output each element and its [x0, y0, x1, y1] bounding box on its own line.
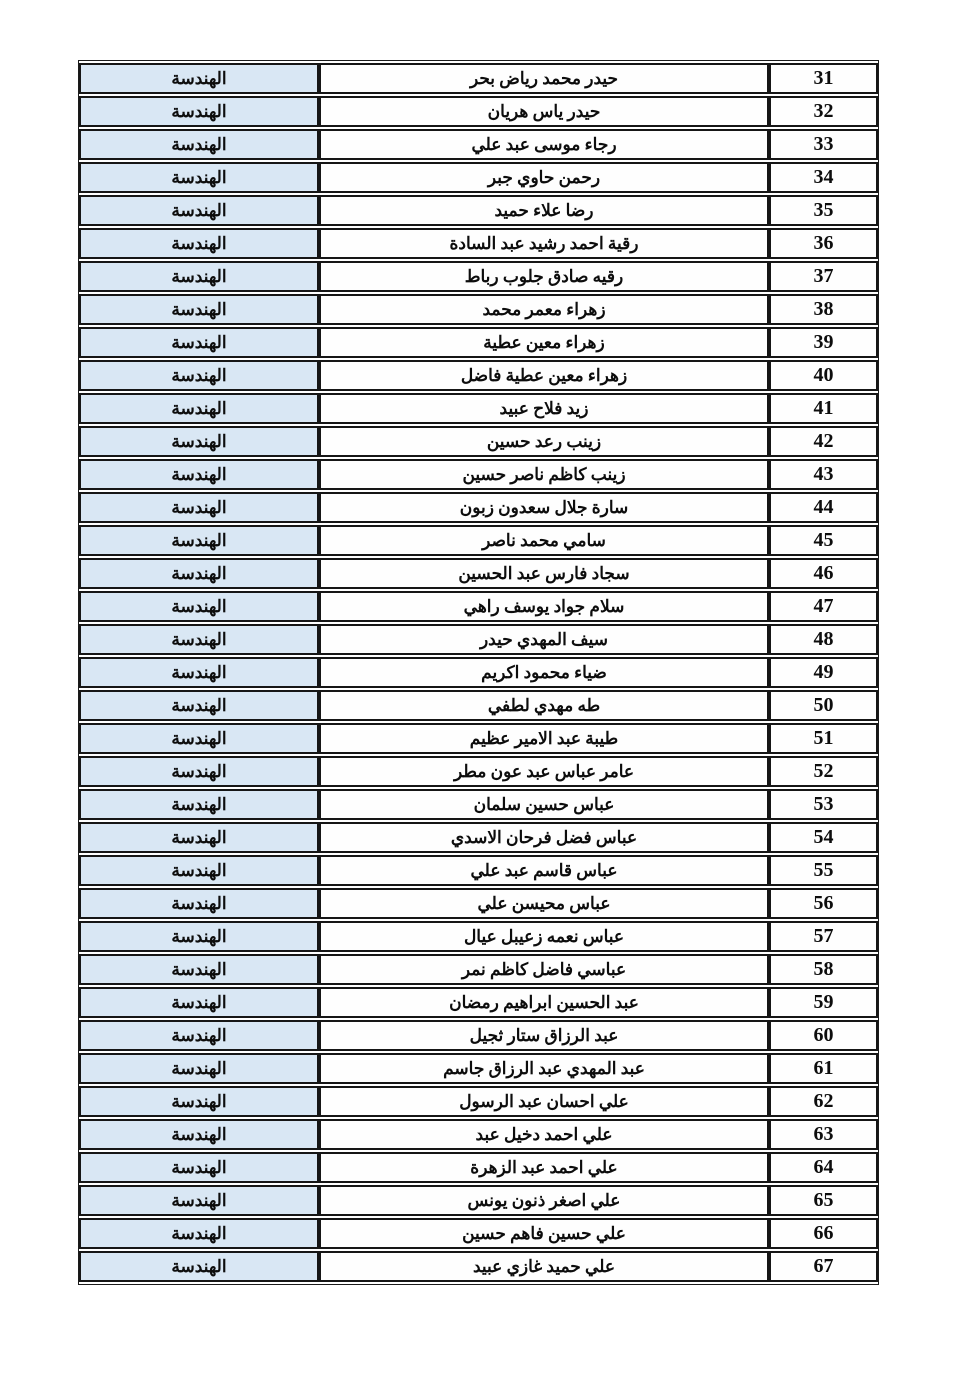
table-row: [79, 855, 878, 886]
table-row: [79, 228, 878, 259]
department-cell: الهندسة: [79, 261, 319, 292]
table-row: [79, 1218, 878, 1249]
row-number: 32: [769, 96, 878, 127]
table-row: [79, 657, 878, 688]
department-cell: الهندسة: [79, 1053, 319, 1084]
student-name: زهراء معين عطية فاضل: [319, 360, 769, 391]
row-number: 42: [769, 426, 878, 457]
department-cell: الهندسة: [79, 624, 319, 655]
roster-table-body: [79, 63, 878, 1282]
row-number: 35: [769, 195, 878, 226]
department-cell: الهندسة: [79, 690, 319, 721]
table-row: [79, 1185, 878, 1216]
student-name: زينب رعد حسين: [319, 426, 769, 457]
row-number: 55: [769, 855, 878, 886]
table-row: [79, 294, 878, 325]
department-cell: الهندسة: [79, 591, 319, 622]
table-row: [79, 1086, 878, 1117]
student-name: رجاء موسى عبد علي: [319, 129, 769, 160]
department-cell: الهندسة: [79, 129, 319, 160]
row-number: 60: [769, 1020, 878, 1051]
table-row: [79, 723, 878, 754]
student-name: عباسي فاضل كاظم نمر: [319, 954, 769, 985]
table-row: [79, 426, 878, 457]
row-number: 53: [769, 789, 878, 820]
table-row: [79, 162, 878, 193]
table-row: [79, 1053, 878, 1084]
student-name: عباس حسين سلمان: [319, 789, 769, 820]
department-cell: الهندسة: [79, 1218, 319, 1249]
department-cell: الهندسة: [79, 1152, 319, 1183]
department-cell: الهندسة: [79, 63, 319, 94]
table-row: [79, 96, 878, 127]
row-number: 33: [769, 129, 878, 160]
student-name: عباس فضل فرحان الاسدي: [319, 822, 769, 853]
department-cell: الهندسة: [79, 888, 319, 919]
student-name: عبد المهدي عبد الرزاق جاسم: [319, 1053, 769, 1084]
row-number: 34: [769, 162, 878, 193]
table-row: [79, 261, 878, 292]
department-cell: الهندسة: [79, 987, 319, 1018]
row-number: 65: [769, 1185, 878, 1216]
row-number: 44: [769, 492, 878, 523]
student-name: علي احسان عبد الرسول: [319, 1086, 769, 1117]
department-cell: الهندسة: [79, 525, 319, 556]
student-name: رقيه صادق جلوب رباط: [319, 261, 769, 292]
student-name: علي حسين فاهم حسين: [319, 1218, 769, 1249]
row-number: 47: [769, 591, 878, 622]
table-row: [79, 558, 878, 589]
student-name: علي اصغر ذنون يونس: [319, 1185, 769, 1216]
table-row: [79, 624, 878, 655]
department-cell: الهندسة: [79, 294, 319, 325]
row-number: 67: [769, 1251, 878, 1282]
student-name: حيدر محمد رياض بحر: [319, 63, 769, 94]
student-name: سامي محمد ناصر: [319, 525, 769, 556]
row-number: 40: [769, 360, 878, 391]
department-cell: الهندسة: [79, 195, 319, 226]
table-row: [79, 888, 878, 919]
student-name: ضياء محمود اكريم: [319, 657, 769, 688]
row-number: 43: [769, 459, 878, 490]
student-name: علي حميد غازي عبيد: [319, 1251, 769, 1282]
row-number: 46: [769, 558, 878, 589]
row-number: 45: [769, 525, 878, 556]
row-number: 36: [769, 228, 878, 259]
department-cell: الهندسة: [79, 657, 319, 688]
row-number: 49: [769, 657, 878, 688]
table-row: [79, 591, 878, 622]
department-cell: الهندسة: [79, 954, 319, 985]
student-name: سجاد فارس عبد الحسين: [319, 558, 769, 589]
department-cell: الهندسة: [79, 723, 319, 754]
student-name: زهراء معمر محمد: [319, 294, 769, 325]
row-number: 63: [769, 1119, 878, 1150]
row-number: 54: [769, 822, 878, 853]
table-row: [79, 756, 878, 787]
student-name: رقية احمد رشيد عبد السادة: [319, 228, 769, 259]
table-row: [79, 1152, 878, 1183]
department-cell: الهندسة: [79, 327, 319, 358]
student-name: زينب كاظم ناصر حسين: [319, 459, 769, 490]
table-row: [79, 129, 878, 160]
row-number: 58: [769, 954, 878, 985]
student-name: علي احمد دخيل عبد: [319, 1119, 769, 1150]
student-name: سلام جواد يوسف راهي: [319, 591, 769, 622]
department-cell: الهندسة: [79, 360, 319, 391]
student-name: عباس قاسم عبد علي: [319, 855, 769, 886]
row-number: 61: [769, 1053, 878, 1084]
student-name: زهراء معين عطية: [319, 327, 769, 358]
table-row: [79, 195, 878, 226]
student-name: رحمن حاوي جبر: [319, 162, 769, 193]
row-number: 41: [769, 393, 878, 424]
student-name: طيبة عبد الامير عظيم: [319, 723, 769, 754]
student-name: عبد الحسين ابراهيم رمضان: [319, 987, 769, 1018]
department-cell: الهندسة: [79, 855, 319, 886]
table-row: [79, 1119, 878, 1150]
table-row: [79, 393, 878, 424]
row-number: 37: [769, 261, 878, 292]
student-name: طه مهدي لطفي: [319, 690, 769, 721]
row-number: 39: [769, 327, 878, 358]
row-number: 50: [769, 690, 878, 721]
row-number: 51: [769, 723, 878, 754]
department-cell: الهندسة: [79, 393, 319, 424]
row-number: 38: [769, 294, 878, 325]
table-row: [79, 1020, 878, 1051]
student-name: حيدر ياس هريان: [319, 96, 769, 127]
row-number: 66: [769, 1218, 878, 1249]
table-row: [79, 525, 878, 556]
department-cell: الهندسة: [79, 822, 319, 853]
row-number: 52: [769, 756, 878, 787]
row-number: 57: [769, 921, 878, 952]
student-name: علي احمد عبد الزهرة: [319, 1152, 769, 1183]
row-number: 48: [769, 624, 878, 655]
department-cell: الهندسة: [79, 1251, 319, 1282]
table-row: [79, 789, 878, 820]
department-cell: الهندسة: [79, 921, 319, 952]
student-name: سيف المهدي حيدر: [319, 624, 769, 655]
table-row: [79, 327, 878, 358]
table-row: [79, 63, 878, 94]
department-cell: الهندسة: [79, 1185, 319, 1216]
student-name: عباس نعمه زعيبل عيال: [319, 921, 769, 952]
row-number: 31: [769, 63, 878, 94]
department-cell: الهندسة: [79, 426, 319, 457]
department-cell: الهندسة: [79, 789, 319, 820]
row-number: 62: [769, 1086, 878, 1117]
department-cell: الهندسة: [79, 558, 319, 589]
student-name: عامر عباس عبد عون مطر: [319, 756, 769, 787]
table-row: [79, 954, 878, 985]
department-cell: الهندسة: [79, 228, 319, 259]
department-cell: الهندسة: [79, 96, 319, 127]
department-cell: الهندسة: [79, 492, 319, 523]
table-row: [79, 360, 878, 391]
department-cell: الهندسة: [79, 459, 319, 490]
row-number: 64: [769, 1152, 878, 1183]
table-row: [79, 921, 878, 952]
student-name: سارة جلال سعدون زبون: [319, 492, 769, 523]
students-roster-table: [78, 60, 879, 1285]
student-name: زيد فلاح عبيد: [319, 393, 769, 424]
department-cell: الهندسة: [79, 1020, 319, 1051]
row-number: 59: [769, 987, 878, 1018]
student-name: عبد الرزاق ستار ثجيل: [319, 1020, 769, 1051]
table-row: [79, 492, 878, 523]
row-number: 56: [769, 888, 878, 919]
table-row: [79, 1251, 878, 1282]
student-name: عباس محيسن علي: [319, 888, 769, 919]
department-cell: الهندسة: [79, 1119, 319, 1150]
department-cell: الهندسة: [79, 162, 319, 193]
table-row: [79, 459, 878, 490]
table-row: [79, 987, 878, 1018]
table-row: [79, 822, 878, 853]
department-cell: الهندسة: [79, 1086, 319, 1117]
student-name: رضا علاء حميد: [319, 195, 769, 226]
table-row: [79, 690, 878, 721]
department-cell: الهندسة: [79, 756, 319, 787]
